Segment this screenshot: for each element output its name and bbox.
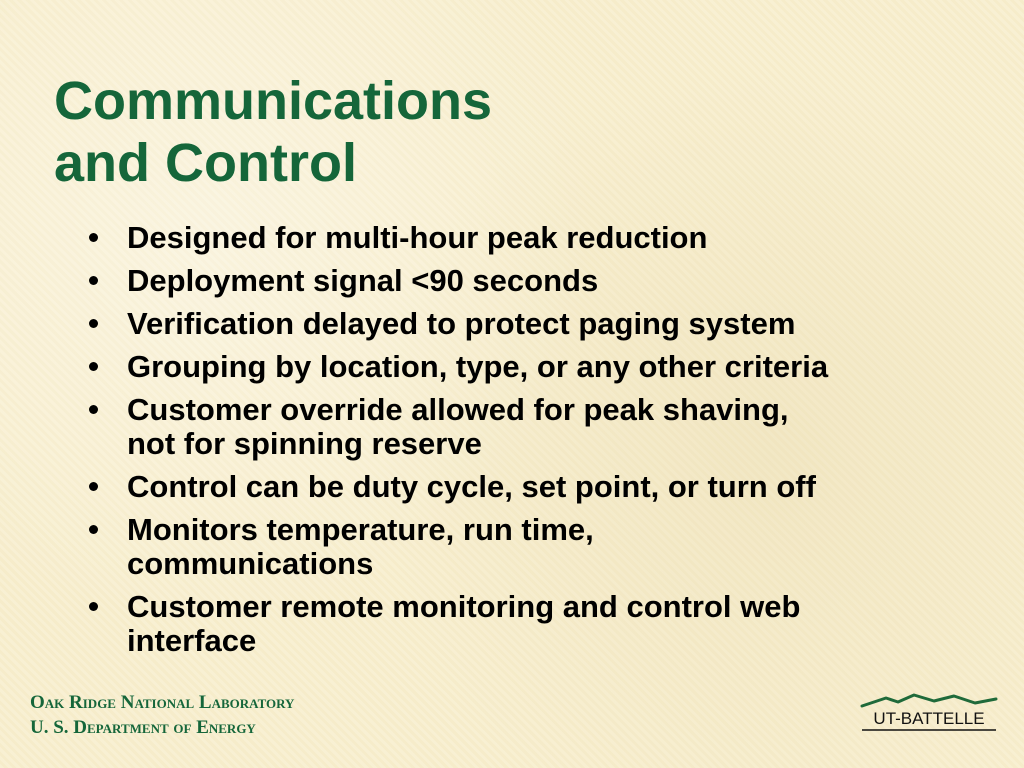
- bullet-list: [84, 221, 984, 667]
- mountain-logo-icon: [862, 695, 996, 706]
- bullet-dot-icon: [89, 602, 98, 611]
- bullet-dot-icon: [89, 276, 98, 285]
- bullet-text-continued: communications: [127, 546, 374, 581]
- bullet-item: [84, 221, 984, 255]
- bullet-dot-icon: [89, 525, 98, 534]
- ut-battelle-logo: [858, 690, 1000, 738]
- bullet-dot-icon: [89, 319, 98, 328]
- footer-lab-name: Oak Ridge National Laboratory: [30, 692, 295, 713]
- bullet-item: [84, 307, 984, 341]
- bullet-dot-icon: [89, 233, 98, 242]
- slide-title-line-2: and Control: [54, 133, 357, 193]
- bullet-item: [84, 350, 984, 384]
- bullet-dot-icon: [89, 482, 98, 491]
- footer: [30, 690, 294, 740]
- bullet-text: Monitors temperature, run time,: [127, 512, 594, 547]
- slide-title-line-1: Communications: [54, 71, 493, 131]
- bullet-text: Grouping by location, type, or any other criteria: [127, 349, 829, 384]
- bullet-item: [84, 393, 984, 461]
- logo-text: UT-BATTELLE: [873, 709, 985, 728]
- bullet-item: [84, 590, 984, 658]
- bullet-text-continued: not for spinning reserve: [127, 426, 482, 461]
- bullet-text-continued: interface: [127, 623, 257, 658]
- slide-title: [54, 70, 492, 194]
- bullet-text: Customer override allowed for peak shaving,: [127, 392, 789, 427]
- bullet-text: Customer remote monitoring and control web: [127, 589, 801, 624]
- bullet-text: Verification delayed to protect paging system: [127, 306, 796, 341]
- bullet-text: Designed for multi-hour peak reduction: [127, 220, 708, 255]
- footer-department: U. S. Department of Energy: [30, 717, 256, 738]
- bullet-dot-icon: [89, 362, 98, 371]
- bullet-dot-icon: [89, 405, 98, 414]
- bullet-text: Control can be duty cycle, set point, or turn off: [127, 469, 816, 504]
- bullet-text: Deployment signal <90 seconds: [127, 263, 599, 298]
- bullet-item: [84, 264, 984, 298]
- bullet-item: [84, 470, 984, 504]
- bullet-item: [84, 513, 984, 581]
